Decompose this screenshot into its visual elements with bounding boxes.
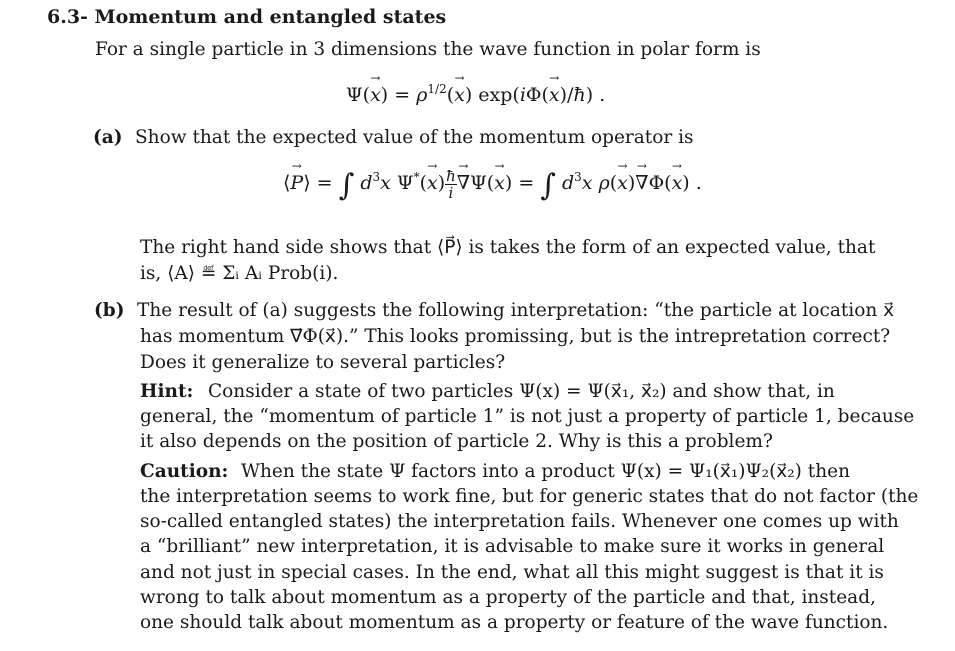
equation-momentum-expectation: ⟨→ P⟩ = ∫ $d^3x$ Ψ*(→ x) $\frac{ħ}{i}$ → ∇Ψ(→ x) = ∫ $d^3x$ ρ(→ x)→ ∇Φ(→ x) .: [283, 168, 702, 203]
hint-line2: general, the “momentum of particle 1” is not just a property of particle 1, because: [140, 406, 915, 427]
part-b-line2: has momentum ∇⃗Φ(x⃗).” This looks promissing, but is the intrepretation correct?: [140, 326, 891, 347]
hint-line3: it also depends on the position of particle 2. Why is this a problem?: [140, 431, 773, 452]
caution-line3: so-called entangled states) the interpretation fails. Whenever one comes up with: [140, 511, 899, 532]
caution-line2: the interpretation seems to work fine, but for generic states that do not factor (the: [140, 486, 919, 507]
caution-line5: and not just in special cases. In the end, what all this might suggest is that it is: [140, 562, 884, 583]
caution-line6: wrong to talk about momentum as a property of the particle and that, instead,: [140, 587, 876, 608]
caution-line7: one should talk about momentum as a property or feature of the wave function.: [140, 612, 889, 633]
part-a-line2: The right hand side shows that ⟨P⃗⟩ is takes the form of an expected value, that: [140, 237, 876, 258]
hint-line1: Consider a state of two particles Ψ(x) = Ψ(x⃗₁, x⃗₂) and show that, in: [208, 381, 835, 402]
section-title: 6.3- Momentum and entangled states: [47, 6, 447, 28]
part-b-line1: The result of (a) suggests the following interpretation: “the particle at location x⃗: [137, 300, 895, 321]
caution-line1: When the state Ψ factors into a product Ψ(x) = Ψ₁(x⃗₁)Ψ₂(x⃗₂) then: [241, 461, 850, 482]
part-a-line1: Show that the expected value of the momentum operator is: [135, 127, 694, 148]
caution-line4: a “brilliant” new interpretation, it is advisable to make sure it works in general: [140, 536, 885, 557]
caution-label: Caution:: [140, 461, 229, 482]
hint-label: Hint:: [140, 381, 194, 402]
part-a-line3: is, ⟨A⟩ ≝ Σᵢ Aᵢ Prob(i).: [140, 263, 339, 284]
part-b-line3: Does it generalize to several particles?: [140, 352, 506, 373]
part-b-label: (b): [94, 300, 125, 321]
equation-polar-form: $\Psi(\to x) = \rho^{1/2}(\to x)$ exp(iΦ(→ x)/ħ) .: [346, 82, 605, 106]
intro-text: For a single particle in 3 dimensions the wave function in polar form is: [95, 39, 761, 60]
part-a-label: (a): [93, 127, 123, 148]
